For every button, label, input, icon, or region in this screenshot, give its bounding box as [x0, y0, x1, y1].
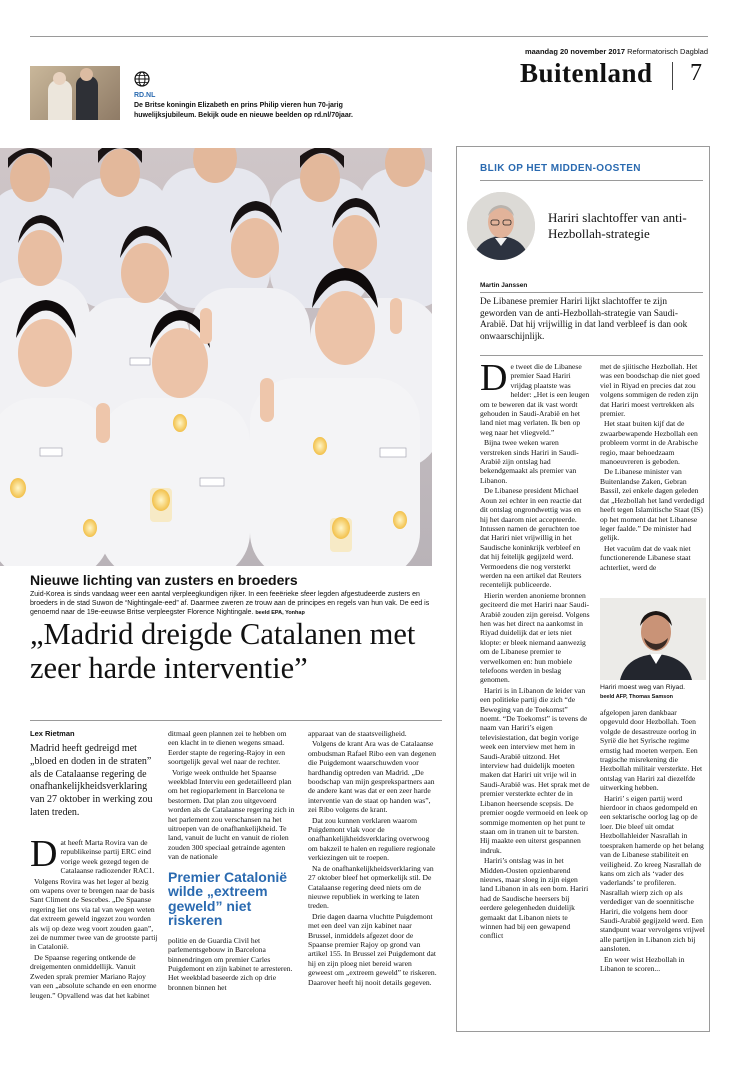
sidebar-title: Hariri slachtoffer van anti-Hezbollah-strategie — [548, 210, 687, 241]
sidebar-paragraph: afgelopen jaren dankbaar opgevuld door Hezbollah. Toen volgde de desastreuze oorlog in Syrië die het Syrische regime ernstig had moeten werpen. Een tragische misrekening die Hezbollah militair versterkte. Het ontslag van Hariri zal diezelfde uitwerking hebben. — [600, 708, 703, 793]
page-number: 7 — [690, 60, 702, 86]
photo-credit: beeld EPA, Yonhap — [255, 610, 305, 617]
sidebar-rule — [480, 292, 703, 293]
sidebar-paragraph: De Libanese minister van Buitenlandse Zaken, Gebran Bassil, zei enkele dagen geleden dat „Hezbollah het land verdedigd heeft tegen Islamitische Staat (IS) op het moment dat het Libanese leger faalde.” De minister had gelijk. — [600, 467, 705, 543]
sidebar-column-2 — [600, 362, 706, 573]
sidebar-paragraph: Hierin werden anonieme bronnen geciteerd die met Hariri naar Saudi-Arabië zouden zijn gereisd. Volgens hen was het direct na aankomst in Riyad duidelijk dat er iets niet klopte: er bleek niemand aanwezig om de Libanese premier te verwelkomen en: hun mobiele telefoons werden in beslag genomen. — [480, 590, 590, 685]
sidebar-heading: BLIK OP HET MIDDEN-OOSTEN — [480, 163, 641, 174]
hariri-photo-caption — [600, 684, 710, 701]
article-dropcap: D — [30, 833, 58, 875]
sidebar-rule — [480, 180, 703, 181]
article-column-1 — [30, 833, 158, 1001]
sidebar-paragraph: Bijna twee weken waren verstreken sinds Hariri in Saudi-Arabië zijn ontslag had bekendgemaakt als premier van Libanon. — [480, 438, 579, 485]
article-paragraph: Vorige week onthulde het Spaanse weekblad Interviu een gedetailleerd plan om het regioparlement in Barcelona te bestormen. Dat plan zou uitgevoerd worden als de Catalaanse regering zich in het parlement zou verschansen na het uitroepen van de onafhankelijkheid. Te land, vanuit de lucht en vanuit de riolen zouden 300 speciaal getrainde agenten van de nationale — [168, 767, 295, 862]
article-subhead: Premier Catalonië wilde „extreem geweld” niet riskeren — [168, 868, 288, 929]
sidebar-paragraph: Het vacuüm dat de vaak niet functionerende Libanese staat achterliet, werd de — [600, 543, 691, 572]
article-headline: „Madrid dreigde Catalanen met zeer harde interventie” — [30, 617, 416, 685]
hariri-caption-text: Hariri moest weg van Riyad. — [600, 684, 685, 691]
photo-caption-text: Zuid-Korea is sinds vandaag weer een aantal verpleegkundigen rijker. In een feeërieke sfeer legden afgestudeerde zusters en broeders in de stad Suwon de “Nightingale-eed” af. Daarmee zweren ze trouw aan de principes en regels van hun vak. De eed is genoemd naar de 19e-eeuwse Britse verpleegster Florence Nightingale. — [30, 591, 430, 617]
issue-date: maandag 20 november 2017 — [524, 47, 626, 56]
article-paragraph: apparaat van de staatsveiligheid. — [308, 729, 407, 738]
globe-icon — [134, 71, 150, 87]
nurses-ceremony-photo — [0, 148, 432, 566]
sidebar-paragraph: Het staat buiten kijf dat de zwaarbewapende Hezbollah een probleem vormt in de Arabische regio, maar behoedzaam manoeuvreren is geboden. — [600, 419, 698, 467]
sidebar-dropcap: D — [480, 357, 508, 399]
date-line — [470, 47, 708, 56]
article-column-2 — [168, 729, 298, 993]
article-paragraph: Volgens de krant Ara was de Catalaanse ombudsman Rafael Ribo een van degenen die Puigdemont waarschuwden voor hardhandig optreden van Madrid. „De boodschap van mijn gesprekspartners aan de andere kant was dat er een zeer harde interventie van de staat op handen was”, zei Ribo volgens de krant. — [308, 739, 436, 815]
sidebar-column-2b — [600, 708, 706, 974]
top-rule — [30, 36, 708, 37]
article-paragraph: ditmaal geen plannen zei te hebben om een klacht in te dienen wegens smaad. Eerder stapte de regering-Rajoy in een soortgelijk geval wel naar de rechter. — [168, 729, 287, 767]
article-paragraph: politie en de Guardia Civil het parlementsgebouw in Barcelona binnendringen om premier Carles Puigdemont en zijn kabinet te arresteren. Het weekblad baseerde zich op drie bronnen binnen het — [168, 935, 293, 992]
article-paragraph: Na de onafhankelijkheidsverklaring van 27 oktober bleef het opmerkelijk stil. De Catalaanse regering deed niets om de nieuwe republiek in werking te laten treden. — [308, 863, 434, 911]
article-paragraph: Dat zou kunnen verklaren waarom Puigdemont vlak voor de onafhankelijkheidsverklaring overwoog om bakzeil te halen en reguliere regionale verkiezingen uit te roepen. — [308, 815, 436, 863]
section-separator — [672, 62, 673, 90]
promo-source-link[interactable]: RD.NL — [134, 92, 156, 99]
sidebar-paragraph: Hariri is in Libanon de leider van een politieke partij die zich “de Beweging van de Toekomst” noemt. “De Toekomst” is tevens de naam van Hariri’s eigen televisiestation, dat begin vorige week een interview met hem in Saudi-Arabië uitzond. Het interview had duidelijk moeten maken dat Hariri uit vrije wil in Saudi-Arabië was. Het sprak met de premier versterkte echter de in Libanon heersende scepsis. De premier oogde vermoeid en leek op sommige momenten op het punt te staan om in tranen uit te barsten. Hij maakte een uiterst gespannen indruk. — [480, 685, 590, 855]
sidebar-paragraph: En weer wist Hezbollah in Libanon te scoren... — [600, 954, 685, 973]
hariri-photo-credit: beeld AFP, Thomas Samson — [600, 693, 674, 700]
sidebar-lead: De Libanese premier Hariri lijkt slachtoffer te zijn geworden van de anti-Hezbollah-strategie van Saudi-Arabië. Dat hij vrijwillig in dat land verbleef is dan ook onwaarschijnlijk. — [480, 297, 688, 342]
royal-couple-photo[interactable] — [30, 66, 120, 120]
sidebar-paragraph: Hariri’s ontslag was in het Midden-Oosten opzienbarend nieuws, maar sloeg in zijn eigen land Libanon in als een bom. Hariri had de Saudische heersers bij eerdere gelegenheden duidelijk gemaakt dat Libanon niets te winnen had bij een gewapend conflict — [480, 856, 589, 941]
sidebar-paragraph: De Libanese president Michael Aoun zei echter in een reactie dat dit ontslag ongrondwettig was en hij het daarom niet accepteerde. Intussen namen de geruchten toe dat Hariri niet vrijwillig in het Saudische koninkrijk verbleef en dat hij feitelijk gegijzeld werd. Vermoedens die nog versterkt werden na een artikel dat Reuters recentelijk publiceerde. — [480, 486, 582, 590]
sidebar-rule — [480, 355, 703, 356]
sidebar-byline: Martin Janssen — [480, 282, 528, 289]
article-paragraph: at heeft Marta Rovira van de republikeinse partij ERC eind vorige week gezegd tegen de Catalaanse radiozender RAC1. — [60, 838, 155, 876]
article-column-3 — [308, 729, 438, 988]
hariri-photo — [600, 598, 706, 680]
sidebar-paragraph: met de sjiitische Hezbollah. Het was een boodschap die niet goed viel in Riyad en precies dat zou volgens sommigen de reden zijn dat Hariri moest vertrekken als premier. — [600, 362, 700, 419]
sidebar-paragraph: e tweet die de Libanese premier Saad Hariri vrijdag plaatste was helder: „Het is een leugen om te beweren dat ik vast wordt gehouden in Saudi-Arabië en het land niet mag verlaten. Ik ben op weg naar het vliegveld.” — [480, 362, 590, 437]
sidebar-column-1 — [480, 357, 590, 942]
paper-name: Reformatorisch Dagblad — [627, 47, 708, 56]
article-intro: Madrid heeft gedreigd met „bloed en doden in de straten” als de Catalaanse regering de onafhankelijkheidsverklaring van 27 oktober in werking zou laten treden. — [30, 743, 153, 818]
article-paragraph: De Spaanse regering ontkende de dreigementen onmiddellijk. Vanuit Zweden sprak premier Mariano Rajoy van een „absolute schande en een enorme leugen.” Opvallend was dat het kabinet — [30, 952, 157, 1000]
section-title: Buitenland — [520, 58, 653, 88]
photo-caption — [30, 590, 435, 619]
sidebar-paragraph: Hariri’ s eigen partij werd hierdoor in chaos gedompeld en een sektarische oorlog lag op de loer. Die bleef uit omdat Hezbollahleider Nasrallah in toespraken hamerde op het belang van de Libanese stabiliteit en veiligheid. Zo kreeg Nasrallah de kans om zich als ‘vader des vaderlands’ te profileren. Nasrallah wierp zich op als verdediger van de soennitische Hariri, die volgens hem door Saudi-Arabië gegijzeld werd. Een standpunt waar vervolgens vrijwel alle partijen in Libanon zich bij aansloten. — [600, 793, 705, 954]
photo-caption-title: Nieuwe lichting van zusters en broeders — [30, 572, 298, 588]
article-paragraph: Volgens Rovira was het leger al bezig om wapens over te brengen naar de basis Sant Climent de Sescebes. „De Spaanse regering liet ons via tal van wegen weten dat extreem geweld ingezet zou worden als wij op deze weg voort zouden gaan”, zei de nummer twee van de grootste partij in Catalonië. — [30, 876, 158, 952]
article-paragraph: Drie dagen daarna vluchtte Puigdemont met een deel van zijn kabinet naar Brussel, inmiddels afgezet door de Spaanse premier Rajoy op grond van artikel 155. In Brussel zei Puigdemont dat hij en zijn ploeg niet bereid waren geweest om „extreem geweld” te riskeren. Daarover heeft hij nooit details gegeven. — [308, 911, 437, 987]
article-byline: Lex Rietman — [30, 729, 75, 738]
promo-text[interactable]: De Britse koningin Elizabeth en prins Philip vieren hun 70-jarig huwelijksjubileum. Bekijk oude en nieuwe beelden op rd.nl/70jaar. — [134, 102, 354, 119]
author-portrait — [467, 192, 535, 260]
headline-rule — [30, 720, 442, 721]
